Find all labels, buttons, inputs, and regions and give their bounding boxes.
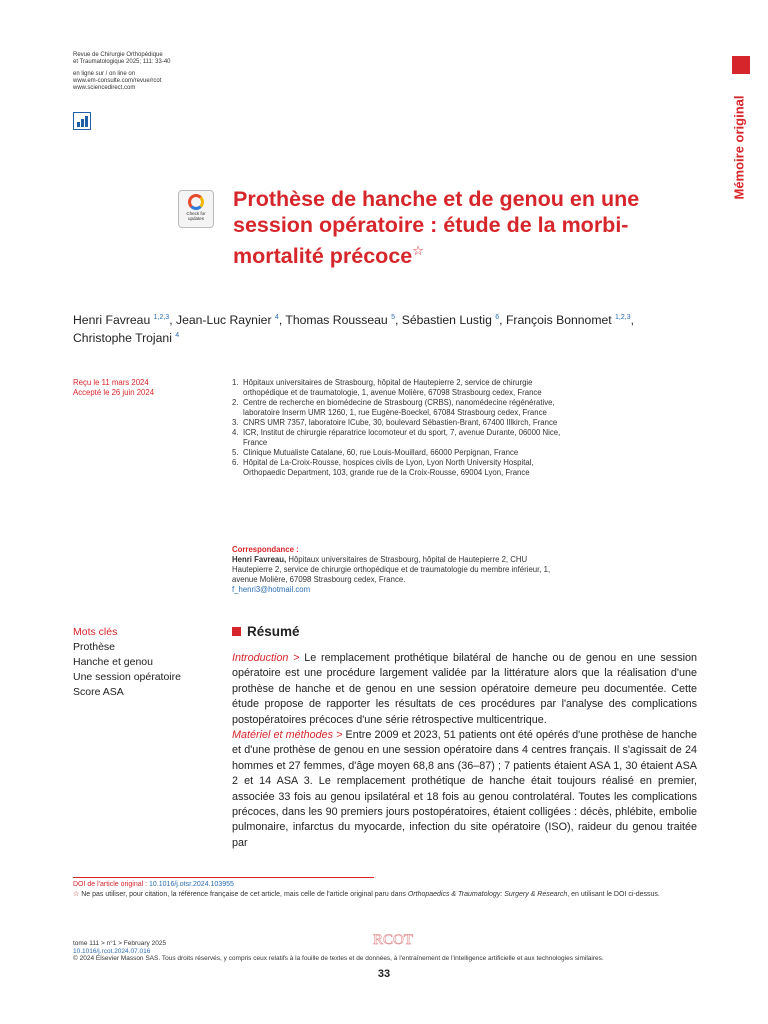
keyword: Prothèse — [73, 641, 116, 653]
intro-label: Introduction > — [232, 652, 300, 664]
issue-info-block — [73, 940, 604, 963]
affiliation-list — [232, 378, 562, 478]
abstract-heading: Résumé — [232, 624, 300, 639]
affiliation-item: 4. ICR, Institut de chirurgie réparatrice locomoteur et du sport, 7, avenue Durante, 06000 Nice, France — [232, 428, 561, 447]
author: Christophe Trojani $^4$ — [73, 331, 180, 346]
copyright-line: © 2024 Elsevier Masson SAS. Tous droits réservés, y compris ceux relatifs à la fouille de textes et de données, à l'entraînement de l'intelligence artificielle et aux technologies similaires. — [73, 955, 604, 962]
author: Henri Favreau $^{1,2,3}$, — [73, 313, 176, 328]
original-doi-line — [73, 880, 234, 889]
journal-name-line1: Revue de Chirurgie Orthopédique — [73, 52, 163, 58]
heading-square-icon — [232, 627, 241, 636]
article-doi-link[interactable]: 10.1016/j.rcot.2024.07.016 — [73, 947, 151, 955]
online-label: en ligne sur / on line on — [73, 71, 136, 77]
journal-url-link[interactable]: www.em-consulte.com/revue/rcot — [73, 78, 162, 84]
received-date: Reçu le 11 mars 2024 — [73, 378, 149, 387]
correspondence-email-link[interactable]: f_henri3@hotmail.com — [232, 585, 311, 594]
received-accepted-dates — [73, 378, 154, 398]
intro-text: Le remplacement prothétique bilatéral de hanche ou de genou en une session opératoire est une procédure largement validée par la littérature alors que la réalisation d'une prothèse de hanche et de genou en une session opératoire demeure peu documentée. Cette étude propose de rapporter les résultats de ces procédures par l'analyse des complications postopératoires précoces d'une série rétrospective multicentrique. — [232, 652, 698, 726]
abstract-body — [232, 651, 697, 851]
doi-label: DOI de l'article original : — [73, 881, 148, 888]
side-tag-square — [732, 56, 750, 74]
affiliation-item: 6. Hôpital de La-Croix-Rousse, hospices civils de Lyon, Lyon North University Hospital, Orthopaedic Department, 103, grande rue de la Croix-Rousse, 69004 Lyon, France — [232, 458, 534, 477]
author: Thomas Rousseau $^5$, — [285, 313, 402, 328]
update-ring-icon — [188, 194, 204, 210]
title-text: Prothèse de hanche et de genou en une session opératoire : étude de la morbi-mortalité précoce — [233, 187, 640, 269]
accepted-date: Accepté le 26 juin 2024 — [73, 388, 155, 397]
affiliation-item: 3. CNRS UMR 7357, laboratoire ICube, 30, boulevard Sébastien-Brant, 67400 Illkirch, France — [232, 418, 558, 427]
page-number: 33 — [377, 968, 391, 980]
original-doi-link[interactable]: 10.1016/j.otsr.2024.103955 — [147, 881, 234, 888]
bar-chart-icon[interactable] — [73, 112, 91, 130]
affiliation-item: 1. Hôpitaux universitaires de Strasbourg, hôpital de Hautepierre 2, service de chirurgie orthopédique et de traumatologie, 1, avenue Molière, 67098 Strasbourg cedex, France — [232, 378, 542, 397]
author: François Bonnomet $^{1,2,3}$, — [505, 313, 634, 328]
correspondence-heading: Correspondance : — [232, 545, 299, 554]
author-list — [73, 310, 693, 346]
affiliation-item: 5. Clinique Mutualiste Catalane, 60, rue Louis-Mouillard, 66000 Perpignan, France — [232, 448, 519, 457]
check-updates-label: Check for updates — [186, 211, 206, 221]
affiliation-item: 2. Centre de recherche en biomédecine de Strasbourg (CRBS), nanomédecine régénérative, laboratoire Inserm UMR 1260, 1, rue Eugène-Boeckel, 67084 Strasbourg cedex, France — [232, 398, 555, 417]
svg-text:RCOT: RCOT — [373, 932, 414, 948]
issue-line: tome 111 > n°1 > February 2025 — [73, 940, 167, 947]
title-footnote: ☆ Ne pas utiliser, pour citation, la référence française de cet article, mais celle de l'article original paru dans Orthopaedics & Traumatology: Surgery & Research, en utilisant le DOI ci-dessus. — [73, 891, 660, 898]
correspondence-block — [232, 545, 552, 595]
author: Jean-Luc Raynier $^4$, — [175, 313, 286, 328]
keyword: Hanche et genou — [73, 656, 153, 668]
sciencedirect-link[interactable]: www.sciencedirect.com — [73, 85, 136, 91]
journal-header — [73, 52, 171, 92]
footnote-divider — [73, 877, 374, 878]
article-type-tag: Mémoire original — [731, 95, 747, 200]
methods-label: Matériel et méthodes > — [232, 729, 343, 742]
journal-name-line2: et Traumatologique 2025; 111: 33-40 — [73, 59, 171, 65]
author: Sébastien Lustig $^6$, — [401, 313, 506, 328]
title-footnote-star[interactable]: ☆ — [412, 243, 424, 258]
methods-text: Entre 2009 et 2023, 51 patients ont été opérés d'une prothèse de hanche et d'une prothèse de genou en une session opératoire dans 4 centres français. Il s'agissait de 24 hommes et 27 femmes, d'âge moyen 68,8 ans (36–87) ; 7 patients étaient ASA 1, 30 étaient ASA 2 et 14 ASA 3. Le remplacement prothétique de hanche était toujours réalisé en premier, associée 33 fois au genou ipsilatéral et 18 fois au genou controlatéral. Toutes les complications précoces, dans les 90 premiers jours postopératoires, étaient colligées : décès, phlébite, embolie pulmonaire, infarctus du myocarde, infection du site opératoire (ISO), raideur du genou traitée par — [232, 729, 697, 849]
keywords-heading: Mots clés — [73, 626, 118, 638]
article-title — [233, 186, 673, 269]
check-for-updates-badge[interactable] — [178, 190, 214, 228]
correspondence-address: Hôpitaux universitaires de Strasbourg, hôpital de Hautepierre 2, CHU Hautepierre 2, service de chirurgie orthopédique et de traumatologie du membre inférieur, 1, avenue Molière, 67098 Strasbourg cedex, France. — [232, 555, 551, 584]
keyword: Score ASA — [73, 686, 124, 698]
keyword: Une session opératoire — [73, 671, 181, 683]
keywords-block — [73, 625, 181, 700]
correspondence-name: Henri Favreau, — [232, 555, 287, 564]
